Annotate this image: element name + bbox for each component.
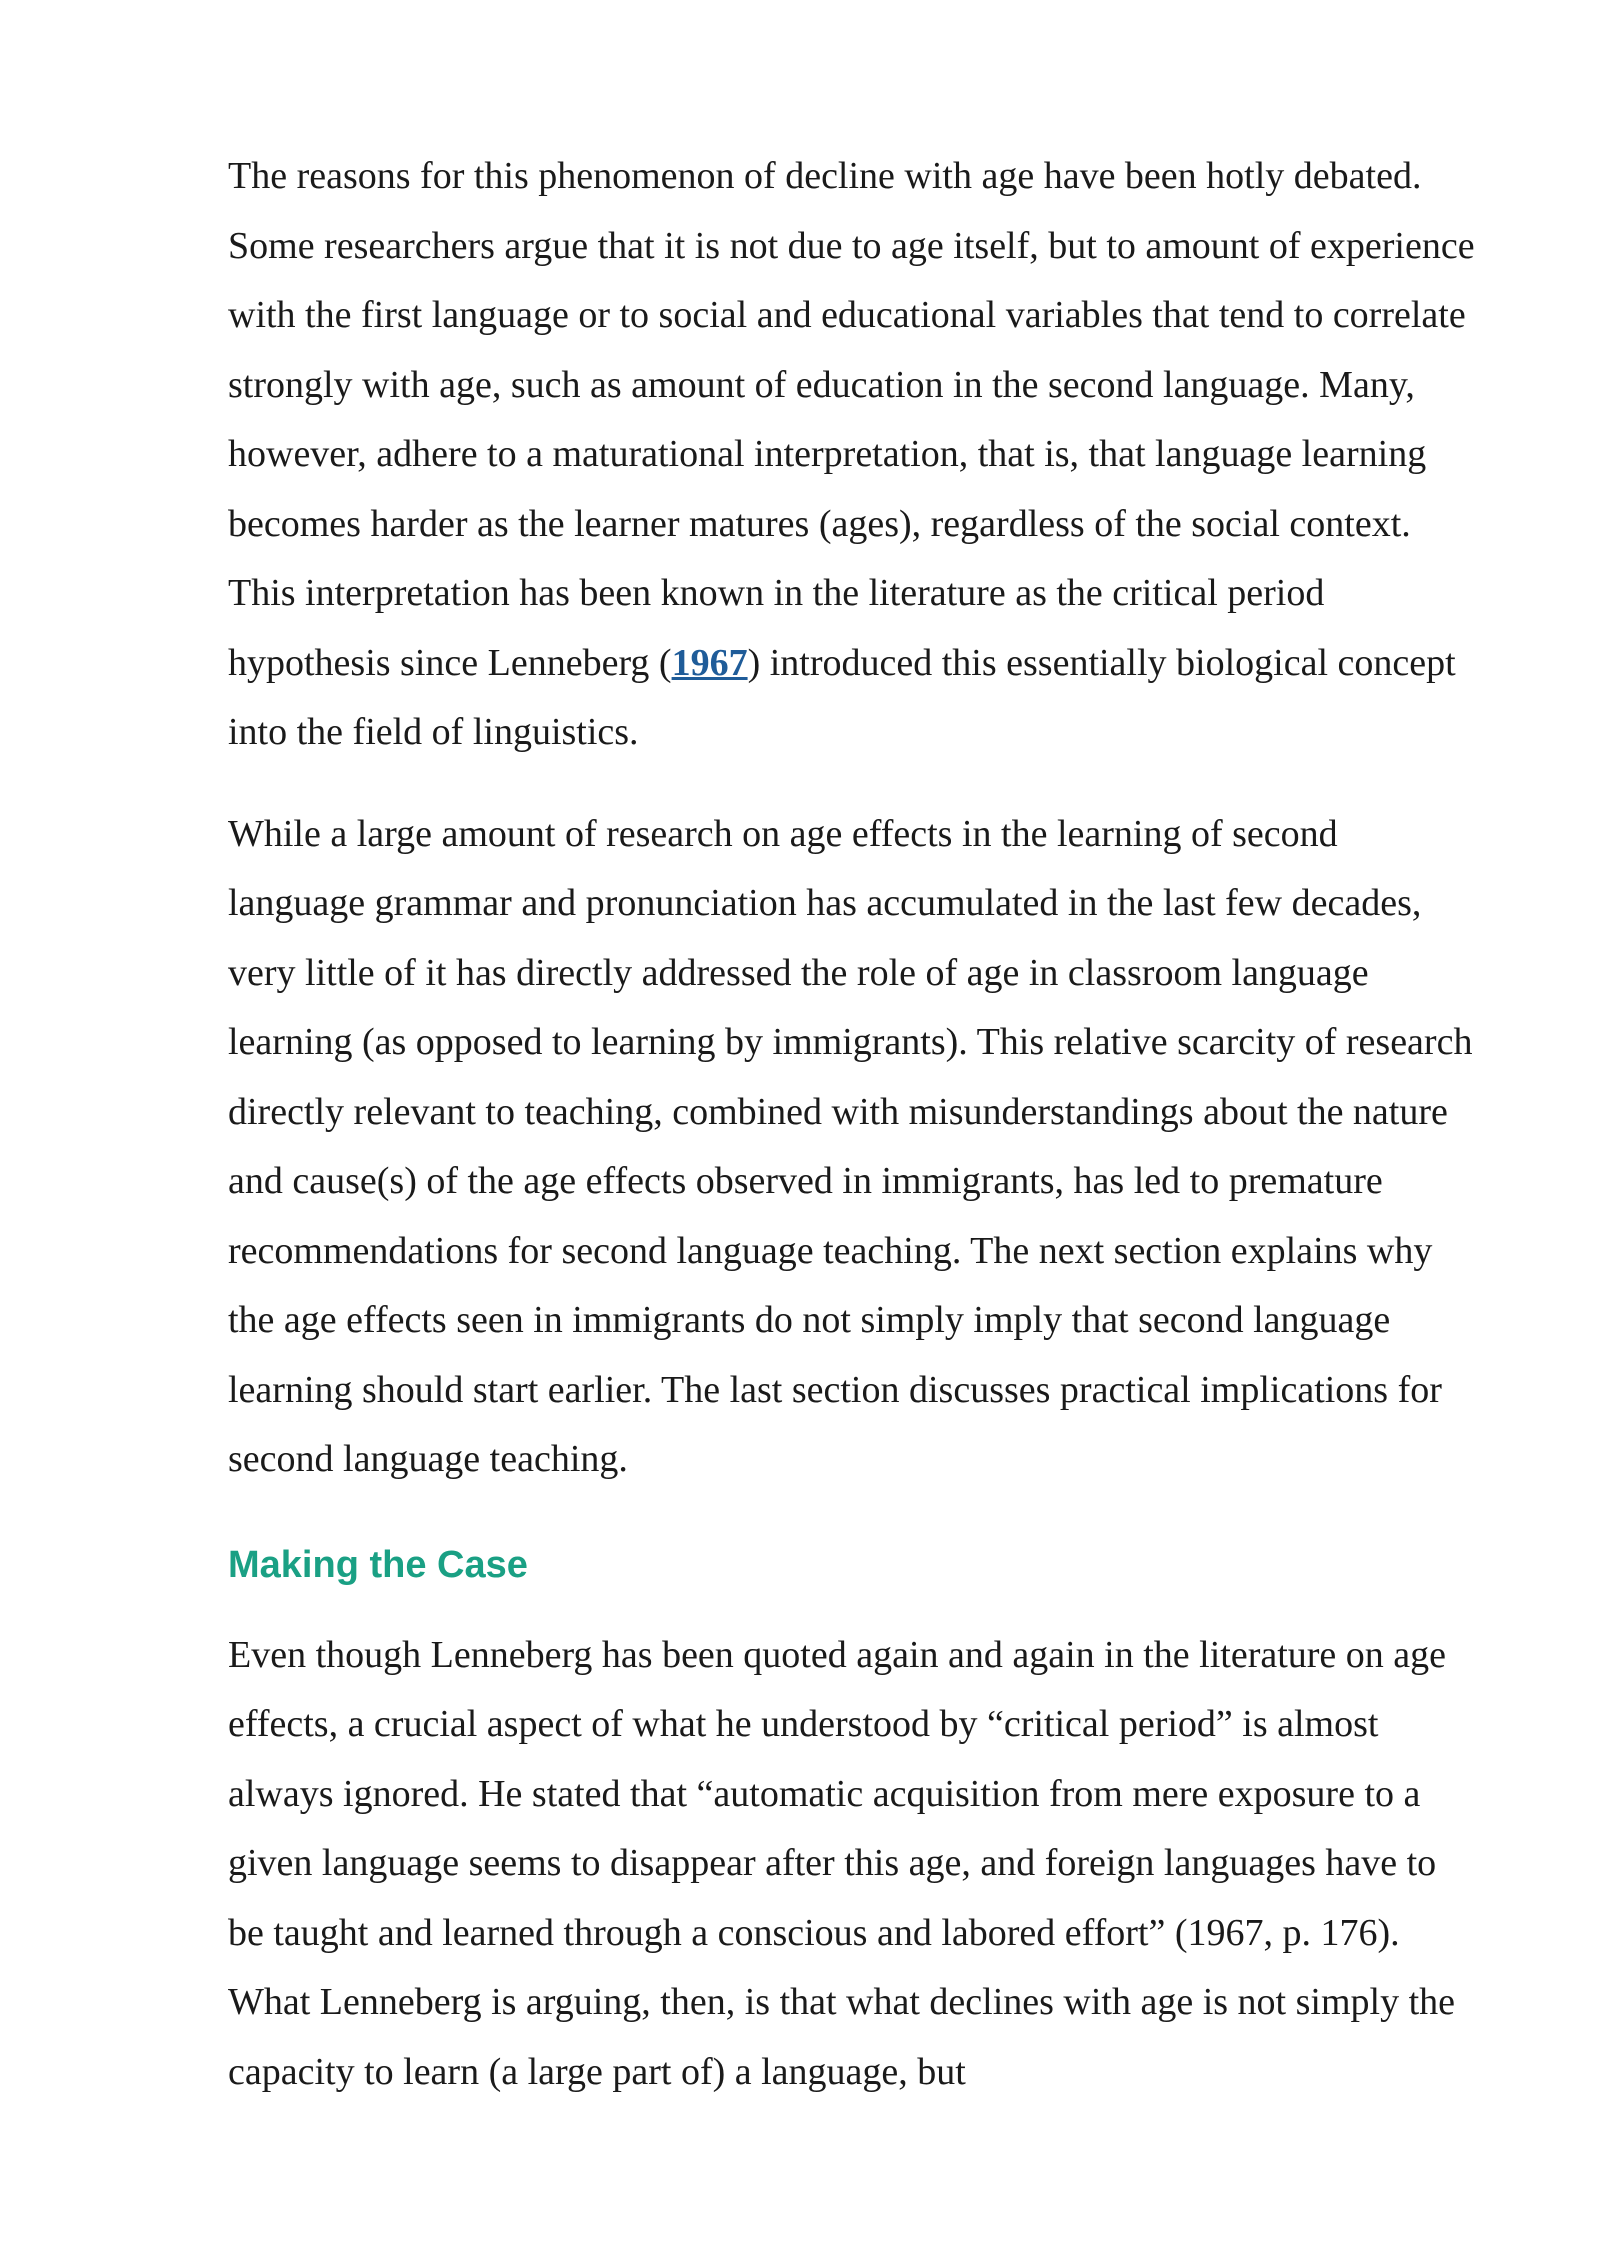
paragraph-text: While a large amount of research on age effects in the learning of second language grammar and pronunciation has accumulated in the last few decades, very little of it has directly addressed the role of age in classroom language learning (as opposed to learning by immigrants). This relative scarcity of research directly relevant to teaching, combined with misunderstandings about the nature and cause(s) of the age effects observed in immigrants, has led to premature recommendations for second language teaching. The next section explains why the age effects seen in immigrants do not simply imply that second language learning should start earlier. The last section discusses practical implications for second language teaching. xyxy=(228,812,1473,1480)
paragraph-text: Even though Lenneberg has been quoted again and again in the literature on age effects, a crucial aspect of what he understood by “critical period” is almost always ignored. He stated that “automatic acquisition from mere exposure to a given language seems to disappear after this age, and foreign languages have to be taught and learned through a conscious and labored effort” (1967, p. 176). What Lenneberg is arguing, then, is that what declines with age is not simply the capacity to learn (a large part of) a language, but xyxy=(228,1633,1456,2093)
paragraph-research-scarcity xyxy=(228,800,1478,1495)
paragraph-text: The reasons for this phenomenon of decline with age have been hotly debated. Some researchers argue that it is not due to age itself, but to amount of experience with the first language or to social and educational variables that tend to correlate strongly with age, such as amount of education in the second language. Many, however, adhere to a maturational interpretation, that is, that language learning becomes harder as the learner matures (ages), regardless of the social context. This interpretation has been known in the literature as the critical period hypothesis since Lenneberg ( xyxy=(228,155,1475,684)
section-heading: Making the Case xyxy=(228,1543,528,1586)
paragraph-decline-with-age xyxy=(228,142,1478,768)
paragraph-text: ) introduced this essentially biological concept into the field of linguistics. xyxy=(228,641,1456,753)
paragraph-lenneberg xyxy=(228,1621,1478,2108)
document-page xyxy=(228,142,1478,2107)
citation-link-1967[interactable]: 1967 xyxy=(671,641,748,684)
